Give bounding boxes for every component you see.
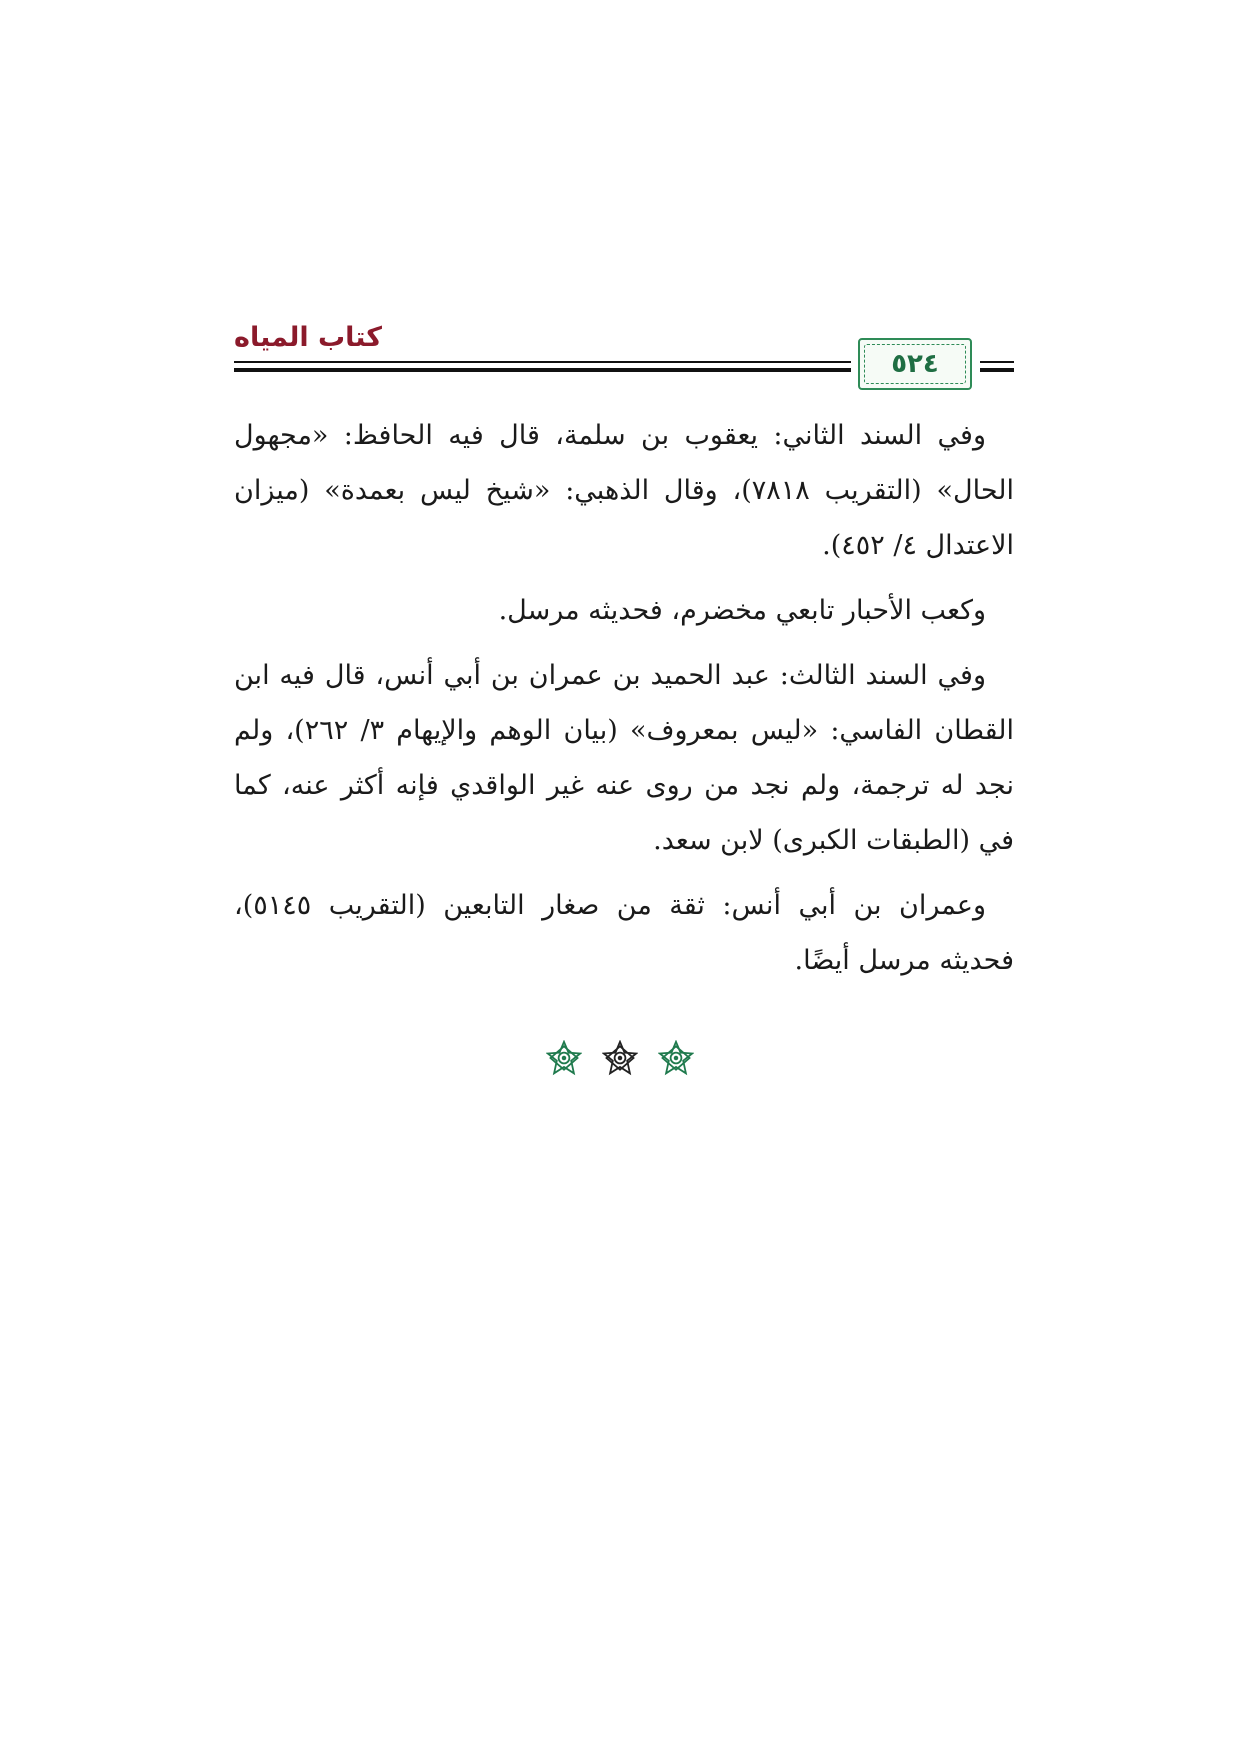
paragraph-4: وعمران بن أبي أنس: ثقة من صغار التابعين (التقريب ٥١٤٥)، فحديثه مرسل أيضًا. — [234, 890, 1014, 976]
page-number: ٥٢٤ — [891, 349, 939, 379]
paragraph-2: وكعب الأحبار تابعي مخضرم، فحديثه مرسل. — [498, 595, 986, 626]
header-rule-short-thin — [980, 361, 1014, 363]
main-text — [234, 408, 1014, 998]
paragraph-1: وفي السند الثاني: يعقوب بن سلمة، قال فيه الحافظ: «مجهول الحال» (التقريب ٧٨١٨)، وقال الذهبي: «شيخ ليس بعمدة» (ميزان الاعتدال ٤/ ٤٥٢). — [234, 420, 1014, 561]
header-rule-thick — [234, 368, 851, 372]
section-end-ornaments — [0, 1040, 1240, 1076]
paragraph-3: وفي السند الثالث: عبد الحميد بن عمران بن أبي أنس، قال فيه ابن القطان الفاسي: «ليس بمعروف» (بيان الوهم والإيهام ٣/ ٢٦٢)، ولم نجد له ترجمة، ولم نجد من روى عنه غير الواقدي فإنه أكثر عنه، كما في (الطبقات الكبرى) لابن سعد. — [234, 660, 1014, 856]
page-header — [234, 316, 1014, 390]
header-rule-short-thick — [980, 368, 1014, 372]
star-flower-ornament-icon — [546, 1040, 582, 1076]
page-number-frame — [858, 338, 972, 390]
star-flower-ornament-icon — [602, 1040, 638, 1076]
book-title: كتاب المياه — [234, 322, 382, 353]
star-flower-ornament-icon — [658, 1040, 694, 1076]
header-rule-thin — [234, 361, 851, 363]
